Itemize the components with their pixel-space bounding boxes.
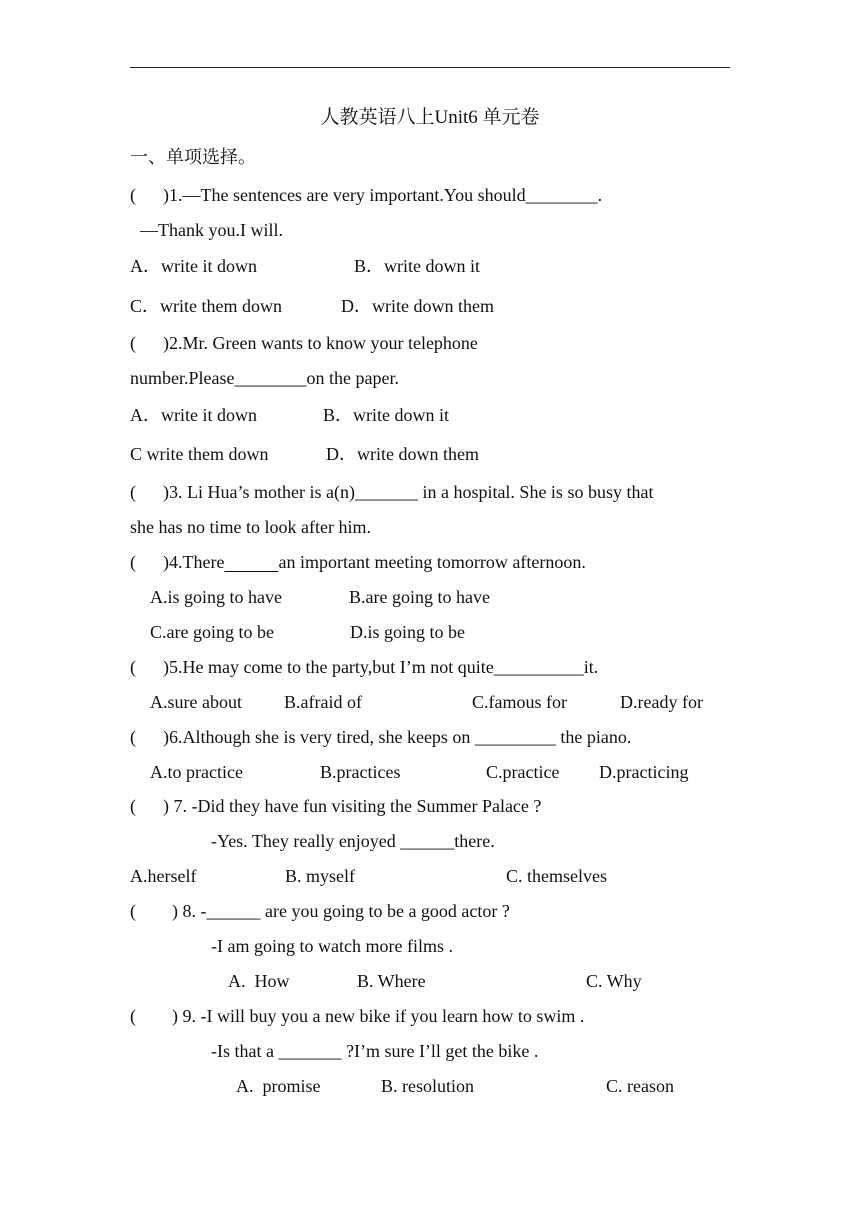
q2-stem-line1: ( )2.Mr. Green wants to know your telephone	[130, 333, 478, 353]
q4-option-c: C.are going to be	[150, 622, 274, 642]
q5-blank: __________	[493, 657, 584, 677]
q4-option-d: D.is going to be	[350, 622, 465, 642]
q4-stem-post: an important meeting tomorrow afternoon.	[278, 552, 586, 572]
q4-option-a: A.is going to have	[150, 587, 282, 607]
q2-option-b: B．write down it	[323, 405, 449, 425]
q7-option-c: C. themselves	[506, 866, 607, 886]
q1-reply: —Thank you.I will.	[140, 220, 283, 240]
q7-stem: ( ) 7. -Did they have fun visiting the Summer Palace ?	[130, 796, 542, 816]
q2-stem-line2: number.Please________on the paper.	[130, 368, 399, 388]
q5-stem-post: it.	[583, 657, 599, 677]
q1-option-d: D．write down them	[341, 296, 494, 316]
q8-reply: -I am going to watch more films .	[211, 936, 453, 956]
q4-stem	[130, 551, 586, 573]
header-rule	[130, 67, 730, 68]
section-heading: 一、单项选择。	[130, 147, 256, 167]
q1-option-a: A．write it down	[130, 256, 257, 276]
q5-option-c: C.famous for	[472, 692, 567, 712]
q2-option-a: A．write it down	[130, 405, 257, 425]
q9-reply: -Is that a _______ ?I’m sure I’ll get the bike .	[211, 1041, 539, 1061]
q3-stem-line1: ( )3. Li Hua’s mother is a(n)_______ in a hospital. She is so busy that	[130, 482, 654, 502]
q5-option-a: A.sure about	[150, 692, 242, 712]
q7-option-a: A.herself	[130, 866, 197, 886]
q1-stem: ( )1.—The sentences are very important.You should________.	[130, 185, 603, 205]
q6-option-c: C.practice	[486, 762, 560, 782]
q6-option-b: B.practices	[320, 762, 401, 782]
q8-option-c: C. Why	[586, 971, 642, 991]
q5-stem	[130, 656, 598, 678]
q4-option-b: B.are going to have	[349, 587, 490, 607]
q1-option-b: B．write down it	[354, 256, 480, 276]
q6-option-d: D.practicing	[599, 762, 689, 782]
q5-option-b: B.afraid of	[284, 692, 362, 712]
q6-option-a: A.to practice	[150, 762, 243, 782]
q3-stem-line2: she has no time to look after him.	[130, 517, 371, 537]
q4-stem-pre: ( )4.There	[130, 552, 225, 572]
q4-blank	[224, 552, 278, 572]
q5-option-d: D.ready for	[620, 692, 703, 712]
q9-stem: ( ) 9. -I will buy you a new bike if you learn how to swim .	[130, 1006, 585, 1026]
q8-option-a: A. How	[228, 971, 290, 991]
q8-stem: ( ) 8. -______ are you going to be a good actor ?	[130, 901, 510, 921]
q9-option-b: B. resolution	[381, 1076, 474, 1096]
q2-option-c: C write them down	[130, 444, 269, 464]
q5-stem-pre: ( )5.He may come to the party,but I’m not quite	[130, 657, 494, 677]
q9-option-a: A. promise	[236, 1076, 321, 1096]
q1-option-c: C．write them down	[130, 296, 282, 316]
q7-option-b: B. myself	[285, 866, 355, 886]
q6-stem: ( )6.Although she is very tired, she keeps on _________ the piano.	[130, 727, 632, 747]
q7-reply: -Yes. They really enjoyed ______there.	[211, 831, 495, 851]
page-title: 人教英语八上Unit6 单元卷	[320, 107, 540, 128]
q8-option-b: B. Where	[357, 971, 426, 991]
q2-option-d: D．write down them	[326, 444, 479, 464]
q9-option-c: C. reason	[606, 1076, 674, 1096]
